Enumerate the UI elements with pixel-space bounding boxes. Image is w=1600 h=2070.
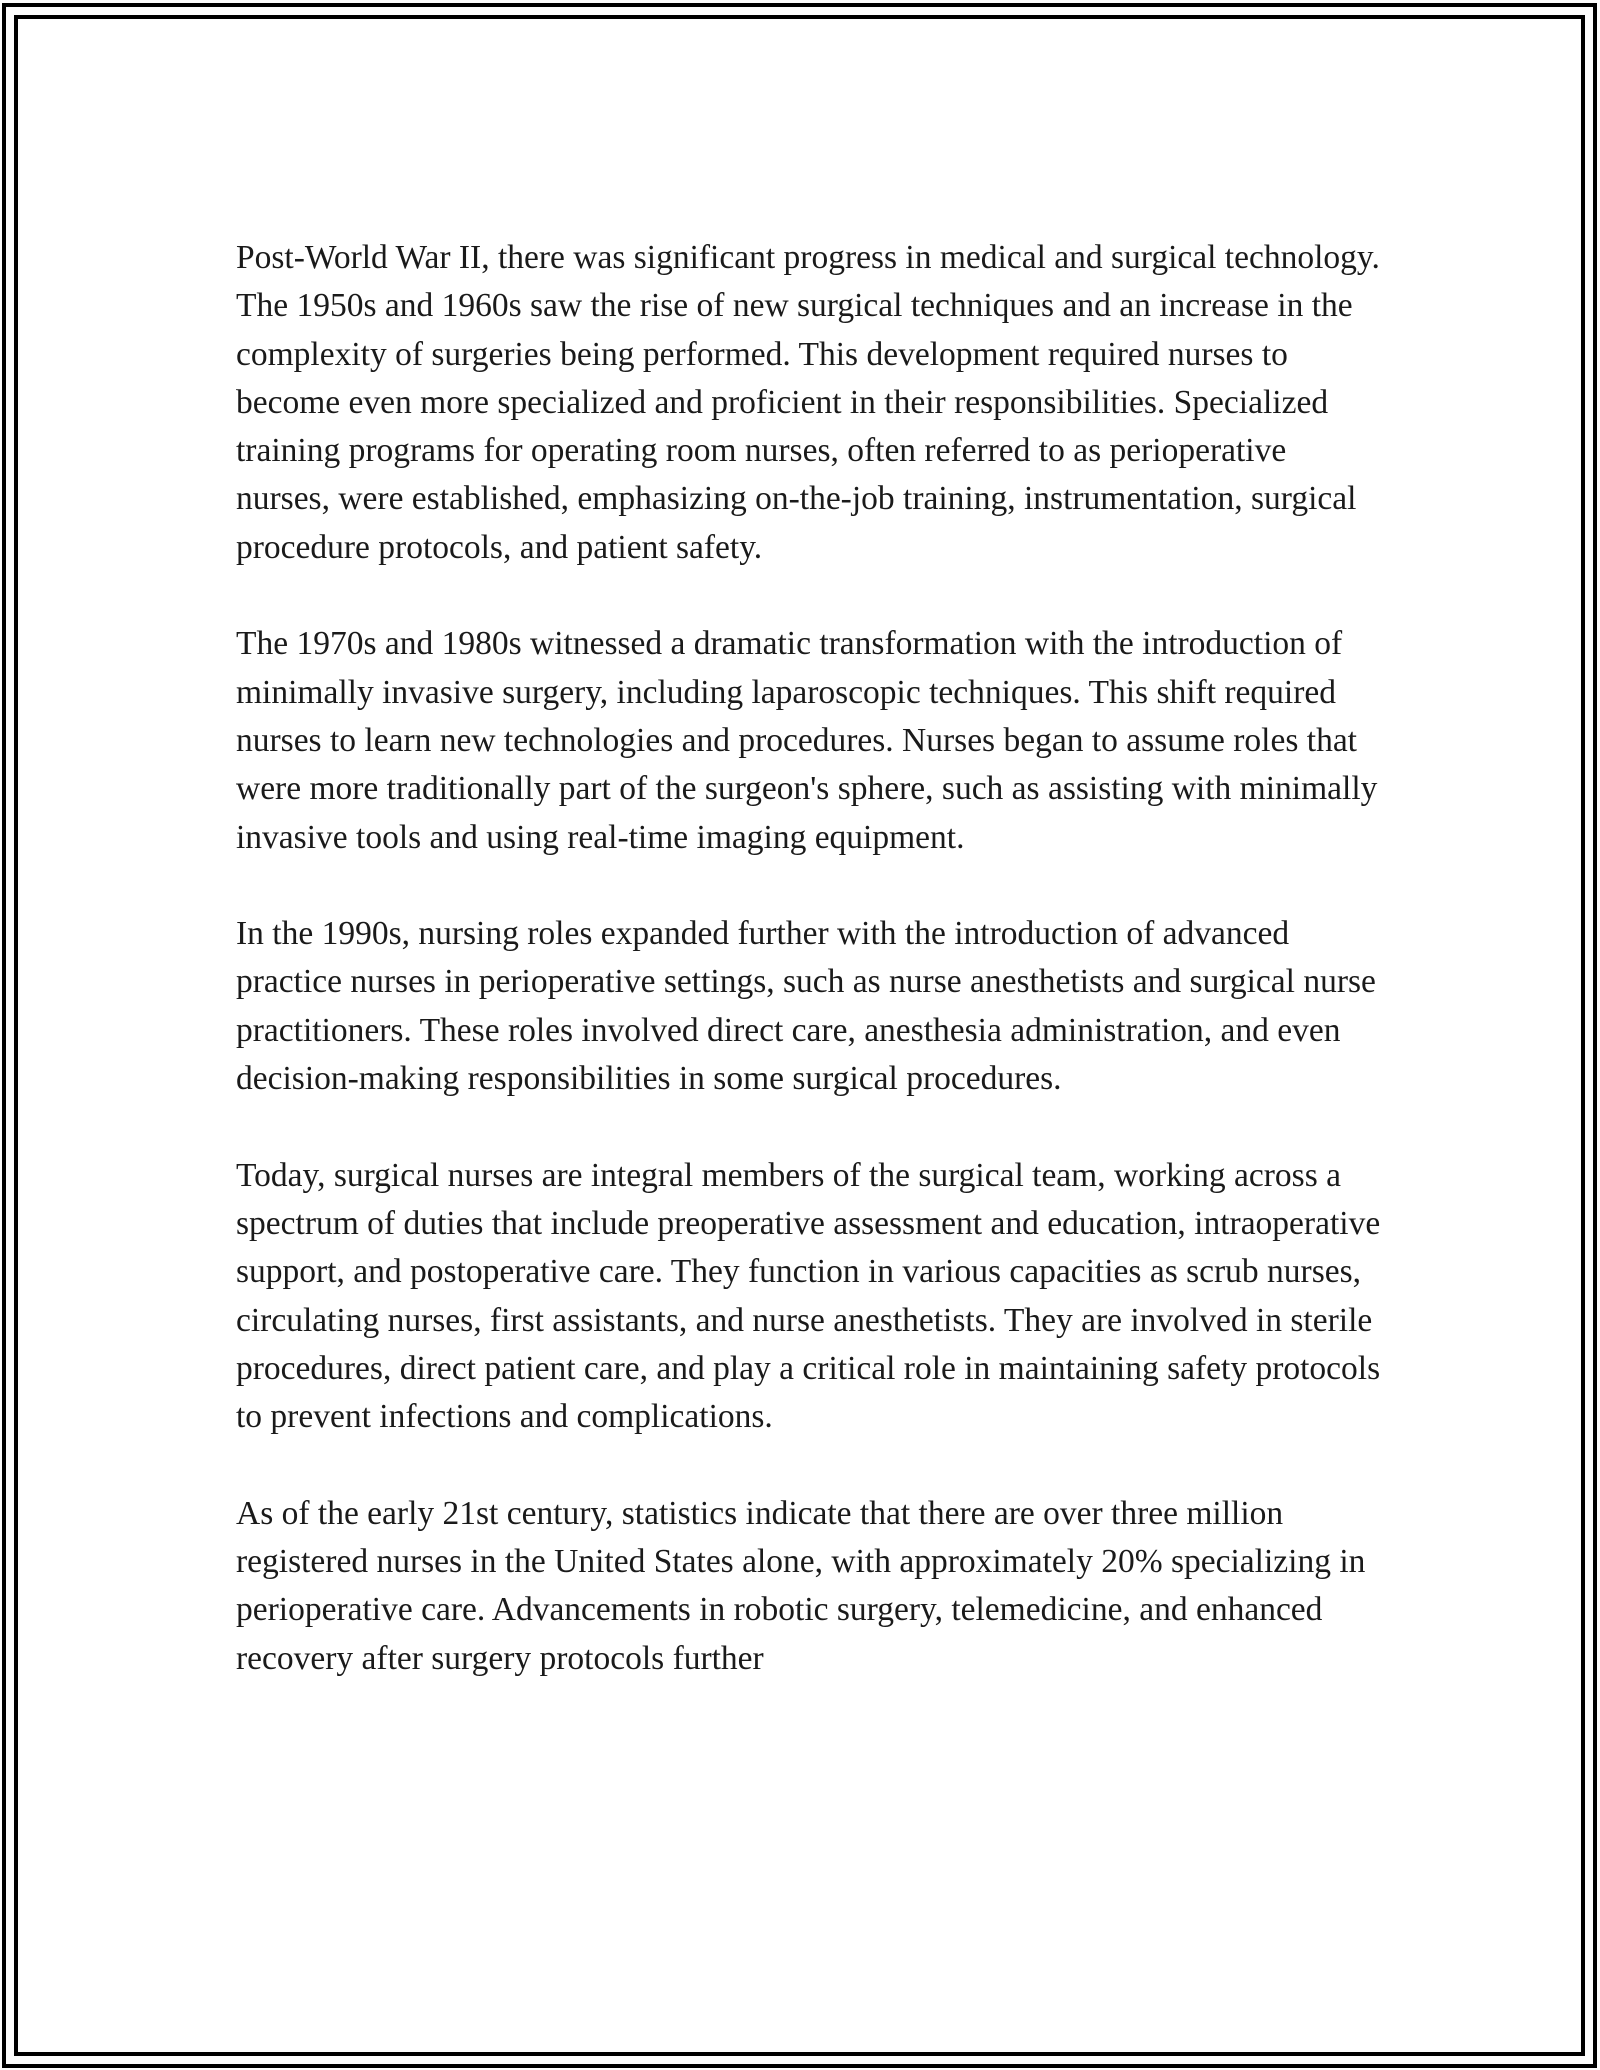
- paragraph-1990s: In the 1990s, nursing roles expanded further with the introduction of advanced practice nurses in perioperative settings, such as nurse anesthetists and surgical nurse practitioners. These roles involved direct care, anesthesia administration, and even decision-making responsibilities in some surgical procedures.: [236, 915, 1376, 1098]
- paragraph-postwar: Post-World War II, there was significant progress in medical and surgical technology. The 1950s and 1960s saw the rise of new surgical techniques and an increase in the complexity of surgeries being performed. This development required nurses to become even more specialized and proficient in their responsibilities. Specialized training programs for operating room nurses, often referred to as perioperative nurses, were established, emphasizing on-the-job training, instrumentation, surgical procedure protocols, and patient safety.: [236, 239, 1380, 566]
- paragraph-1970s-1980s: The 1970s and 1980s witnessed a dramatic transformation with the introduction of minimally invasive surgery, including laparoscopic techniques. This shift required nurses to learn new technologies and procedures. Nurses began to assume roles that were more traditionally part of the surgeon's sphere, such as assisting with minimally invasive tools and using real-time imaging equipment.: [236, 625, 1378, 856]
- document-body: [236, 234, 1386, 1731]
- paragraph-today: Today, surgical nurses are integral members of the surgical team, working across a spectrum of duties that include preoperative assessment and education, intraoperative support, and postoperative care. They function in various capacities as scrub nurses, circulating nurses, first assistants, and nurse anesthetists. They are involved in sterile procedures, direct patient care, and play a critical role in maintaining safety protocols to prevent infections and complications.: [236, 1156, 1381, 1436]
- paragraph-21st-century: As of the early 21st century, statistics indicate that there are over three million registered nurses in the United States alone, with approximately 20% specializing in perioperative care. Advancements in robotic surgery, telemedicine, and enhanced recovery after surgery protocols further: [236, 1494, 1366, 1677]
